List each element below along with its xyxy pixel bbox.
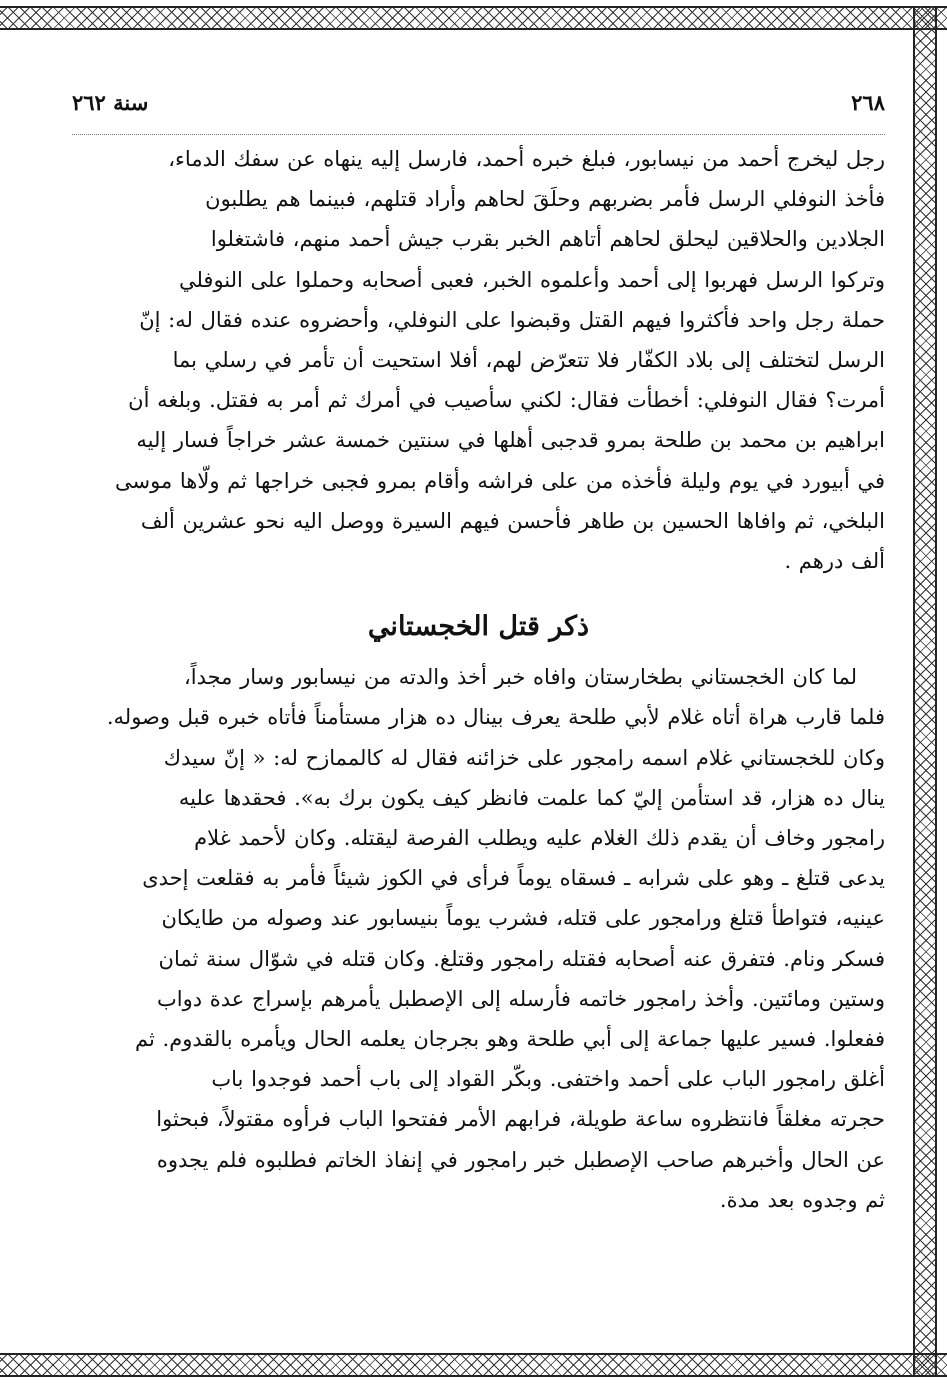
decorative-border-top (0, 6, 947, 30)
year-label: سنة ٢٦٢ (72, 90, 149, 115)
text-line: عن الحال وأخبرهم صاحب الإصطبل خبر رامجور في إنفاذ الخاتم فطلبوه فلم يجدوه (156, 1147, 885, 1172)
text-line: ثم وجدوه بعد مدة. (719, 1187, 885, 1212)
text-line: حملة رجل واحد فأكثروا فيهم القتل وقبضوا على النوفلي، وأحضروه عنده فقال له: إنّ (139, 307, 885, 332)
text-line: رامجور وخاف أن يقدم ذلك الغلام عليه ويطلب الفرصة ليقتله. وكان لأحمد غلام (194, 826, 885, 851)
text-line: حجرته مغلقاً فانتظروه ساعة طويلة، فرابهم الأمر ففتحوا الباب فرأوه مقتولاً، فبحثوا (156, 1107, 885, 1132)
text-line: أغلق رامجور الباب على أحمد واختفى. وبكّر القواد إلى باب أحمد فوجدوا باب (211, 1067, 885, 1092)
text-line: فلما قارب هراة أتاه غلام لأبي طلحة يعرف بينال ده هزار مستأمناً فأتاه خبره قبل وصوله. (106, 705, 885, 730)
text-line: وكان للخجستاني غلام اسمه رامجور على خزائنه فقال له كالممازح له: « إنّ سيدك (163, 745, 885, 770)
section-title: ذكر قتل الخجستاني (367, 611, 590, 643)
text-line: أمرت؟ فقال النوفلي: أخطأت فقال: لكني سأصيب في أمرك ثم أمر به فقتل. وبلغه أن (128, 388, 885, 413)
paragraph-1 (72, 139, 885, 581)
decorative-border-right (913, 6, 937, 1377)
text-line: ألف درهم . (784, 549, 885, 574)
text-line: ففعلوا. فسير عليها جماعة إلى أبي طلحة وهو بجرجان يعلمه الحال ويأمره بالقدوم. ثم (135, 1027, 885, 1052)
running-header (72, 90, 885, 135)
text-line: البلخي، ثم وافاها الحسين بن طاهر فأحسن فيهم السيرة ووصل اليه نحو عشرين ألف (140, 508, 885, 533)
text-line: وتركوا الرسل فهربوا إلى أحمد وأعلموه الخبر، فعبى أصحابه وحملوا على النوفلي (178, 267, 885, 292)
text-line: فسكر ونام. فتفرق عنه أصحابه فقتله رامجور وقتلغ. وكان قتله في شوّال سنة ثمان (158, 946, 885, 971)
text-line: فأخذ النوفلي الرسل فأمر بضربهم وحلَقَ لحاهم وأراد قتلهم، فبينما هم يطلبون (205, 187, 885, 212)
text-line: يدعى قتلغ ـ وهو على شرابه ـ فسقاه يوماً فرأى في الكوز شيئاً فأمر به فقلعت إحدى (142, 866, 885, 891)
book-page (72, 90, 885, 1333)
text-line: رجل ليخرج أحمد من نيسابور، فبلغ خبره أحمد، فارسل إليه ينهاه عن سفك الدماء، (168, 147, 885, 171)
paragraph-2 (72, 657, 885, 1220)
text-line: ينال ده هزار، قد استأمن إليّ كما علمت فانظر كيف يكون برك به». فحقدها عليه (178, 785, 885, 810)
text-line: ابراهيم بن محمد بن طلحة بمرو قدجبى أهلها في سنتين خمسة عشر خراجاً فسار إليه (136, 428, 885, 453)
text-line: لما كان الخجستاني بطخارستان وافاه خبر أخذ والدته من نيسابور وسار مجداً، (183, 665, 857, 690)
decorative-border-bottom (0, 1353, 947, 1377)
text-line: وستين ومائتين. وأخذ رامجور خاتمه فأرسله إلى الإصطبل يأمرهم بإسراج عدة دواب (157, 986, 885, 1011)
text-line: الجلادين والحلاقين ليحلق لحاهم أتاهم الخبر بقرب جيش أحمد منهم، فاشتغلوا (210, 227, 885, 252)
text-line: في أبيورد في يوم وليلة فأخذه من على فراشه وأقام بمرو فجبى خراجها ثم ولّاها موسى (115, 468, 885, 493)
text-line: الرسل لتختلف إلى بلاد الكفّار فلا تتعرّض لهم، أفلا استحيت أن تأمر في رسلي بما (172, 348, 885, 373)
text-line: عينيه، فتواطأ قتلغ ورامجور على قتله، فشرب يوماً بنيسابور عند وصوله من طايكان (161, 906, 885, 931)
page-number: ٢٦٨ (851, 90, 885, 115)
